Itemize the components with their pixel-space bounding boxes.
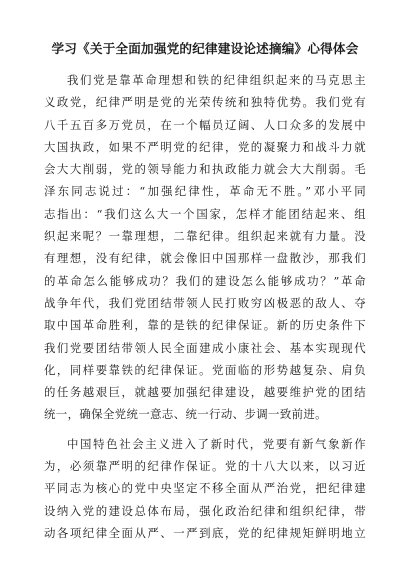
- text-line: 我们党要团结带领人民全面建成小康社会、基本实现现代: [44, 340, 366, 355]
- text-line: 的任务越艰巨，就越要加强纪律建设，越要维护党的团结: [44, 385, 366, 400]
- text-line: 平同志为核心的党中央坚定不移全面从严治党，把纪律建: [44, 481, 366, 496]
- text-line: 织起来呢？一靠理想，二靠纪律。组织起来就有力量。没: [44, 229, 366, 244]
- text-line: 泽东同志说过：“加强纪律性，革命无不胜。”邓小平同: [44, 184, 366, 199]
- text-line: 大国执政，如果不严明党的纪律，党的凝聚力和战斗力就: [44, 139, 366, 154]
- text-line: 动各项纪律全面从严、一严到底，党的纪律规矩鲜明地立: [44, 525, 366, 540]
- paragraph-2: [44, 433, 366, 544]
- text-line: 的革命怎么能够成功？我们的建设怎么能够成功？”革命: [44, 273, 366, 288]
- paragraph-1: [44, 69, 366, 426]
- text-line: 会大大削弱，党的领导能力和执政能力就会大大削弱。毛: [44, 162, 366, 177]
- text-line: 有理想，没有纪律，就会像旧中国那样一盘散沙，那我们: [44, 251, 366, 266]
- text-line: 义政党，纪律严明是党的光荣传统和独特优势。我们党有: [44, 95, 366, 110]
- document-title: 学习《关于全面加强党的纪律建设论述摘编》心得体会: [51, 41, 359, 56]
- text-line: 取中国革命胜利，靠的是铁的纪律保证。新的历史条件下: [44, 318, 366, 333]
- text-line: 化，同样要靠铁的纪律保证。党面临的形势越复杂、肩负: [44, 362, 366, 377]
- text-line: 战争年代，我们党团结带领人民打败穷凶极恶的敌人、夺: [44, 295, 366, 310]
- text-line: 统一，确保全党统一意志、统一行动、步调一致前进。: [44, 407, 327, 422]
- text-line: 为，必须靠严明的纪律作保证。党的十八大以来，以习近: [44, 459, 366, 474]
- text-line: 志指出：“我们这么大一个国家，怎样才能团结起来、组: [44, 206, 366, 221]
- text-line: 八千五百多万党员，在一个幅员辽阔、人口众多的发展中: [44, 117, 366, 132]
- text-line: 我们党是靠革命理想和铁的纪律组织起来的马克思主: [67, 73, 366, 87]
- text-line: 中国特色社会主义进入了新时代，党要有新气象新作: [67, 436, 366, 451]
- text-line: 设纳入党的建设总体布局，强化政治纪律和组织纪律，带: [44, 503, 366, 518]
